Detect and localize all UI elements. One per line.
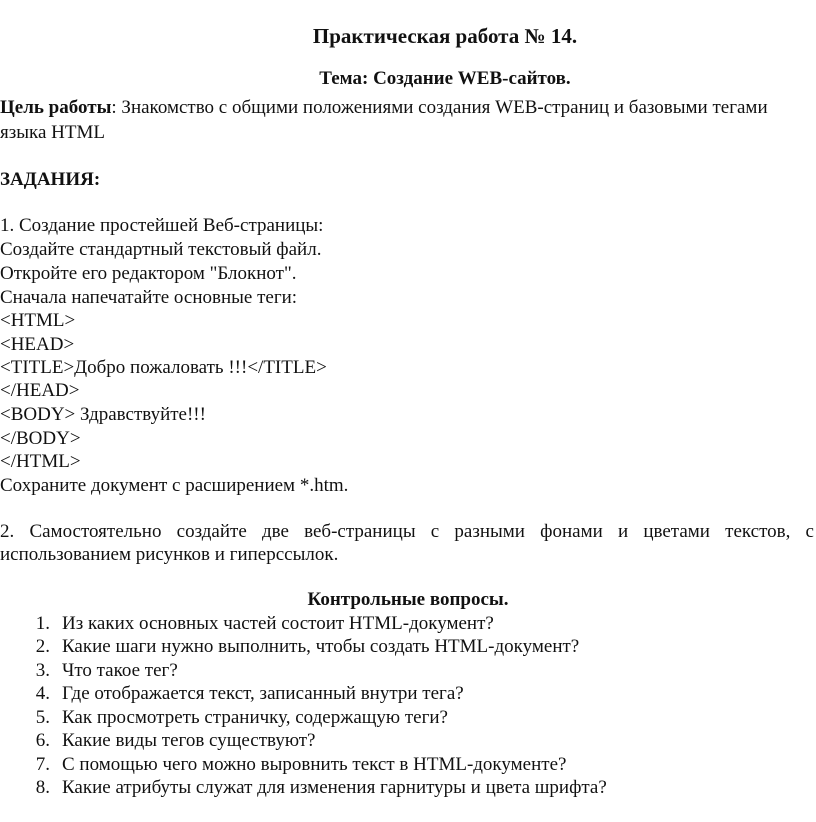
question-text: Как просмотреть страничку, содержащую теги?: [62, 707, 448, 728]
question-number: 3.: [35, 660, 50, 681]
task1-heading: 1. Создание простейшей Веб-страницы:: [0, 215, 324, 236]
goal-text: : Знакомство с общими положениями создания WEB-страниц и базовыми тегами: [111, 97, 768, 118]
goal-line-1: [0, 96, 768, 120]
question-text: Какие атрибуты служат для изменения гарнитуры и цвета шрифта?: [62, 777, 607, 798]
task1-line: Сохраните документ с расширением *.htm.: [0, 475, 349, 496]
question-item: [0, 635, 816, 659]
goal-label: Цель работы: [0, 97, 112, 118]
question-item: [0, 776, 816, 800]
question-item: [0, 753, 816, 777]
task1-line: </HEAD>: [0, 380, 80, 401]
question-text: Что такое тег?: [62, 660, 178, 681]
question-item: [0, 612, 816, 636]
question-text: Какие виды тегов существуют?: [62, 730, 316, 751]
question-number: 7.: [35, 754, 50, 775]
question-item: [0, 706, 816, 730]
task1-line: </HTML>: [0, 451, 81, 472]
task1-line: <TITLE>Добро пожаловать !!!</TITLE>: [0, 357, 327, 378]
questions-heading: Контрольные вопросы.: [307, 589, 509, 610]
goal-line-2: языка HTML: [0, 122, 105, 143]
question-number: 2.: [35, 636, 50, 657]
question-item: [0, 659, 816, 683]
question-text: Какие шаги нужно выполнить, чтобы создать HTML-документ?: [62, 636, 580, 657]
task2-line-2: использованием рисунков и гиперссылок.: [0, 544, 339, 565]
question-item: [0, 682, 816, 706]
question-number: 1.: [35, 613, 50, 634]
tasks-heading: ЗАДАНИЯ:: [0, 169, 101, 190]
question-text: Из каких основных частей состоит HTML-документ?: [62, 613, 494, 634]
task1-line: Создайте стандартный текстовый файл.: [0, 239, 322, 260]
page-title: Практическая работа № 14.: [312, 24, 578, 48]
question-number: 8.: [35, 777, 50, 798]
task1-line: <HTML>: [0, 310, 76, 331]
task1-line: <HEAD>: [0, 334, 75, 355]
question-item: [0, 729, 816, 753]
question-number: 5.: [35, 707, 50, 728]
question-text: Где отображается текст, записанный внутри тега?: [62, 683, 464, 704]
task1-line: </BODY>: [0, 428, 81, 449]
task1-line: Сначала напечатайте основные теги:: [0, 287, 298, 308]
task1-line: <BODY> Здравствуйте!!!: [0, 404, 206, 425]
task1-line: Откройте его редактором "Блокнот".: [0, 263, 297, 284]
question-number: 4.: [35, 683, 50, 704]
question-text: С помощью чего можно выровнить текст в HTML-документе?: [62, 754, 567, 775]
question-number: 6.: [35, 730, 50, 751]
theme-heading: Тема: Создание WEB-сайтов.: [319, 68, 571, 89]
task2-line-1: 2. Самостоятельно создайте две веб-страницы с разными фонами и цветами текстов, с: [0, 521, 814, 542]
